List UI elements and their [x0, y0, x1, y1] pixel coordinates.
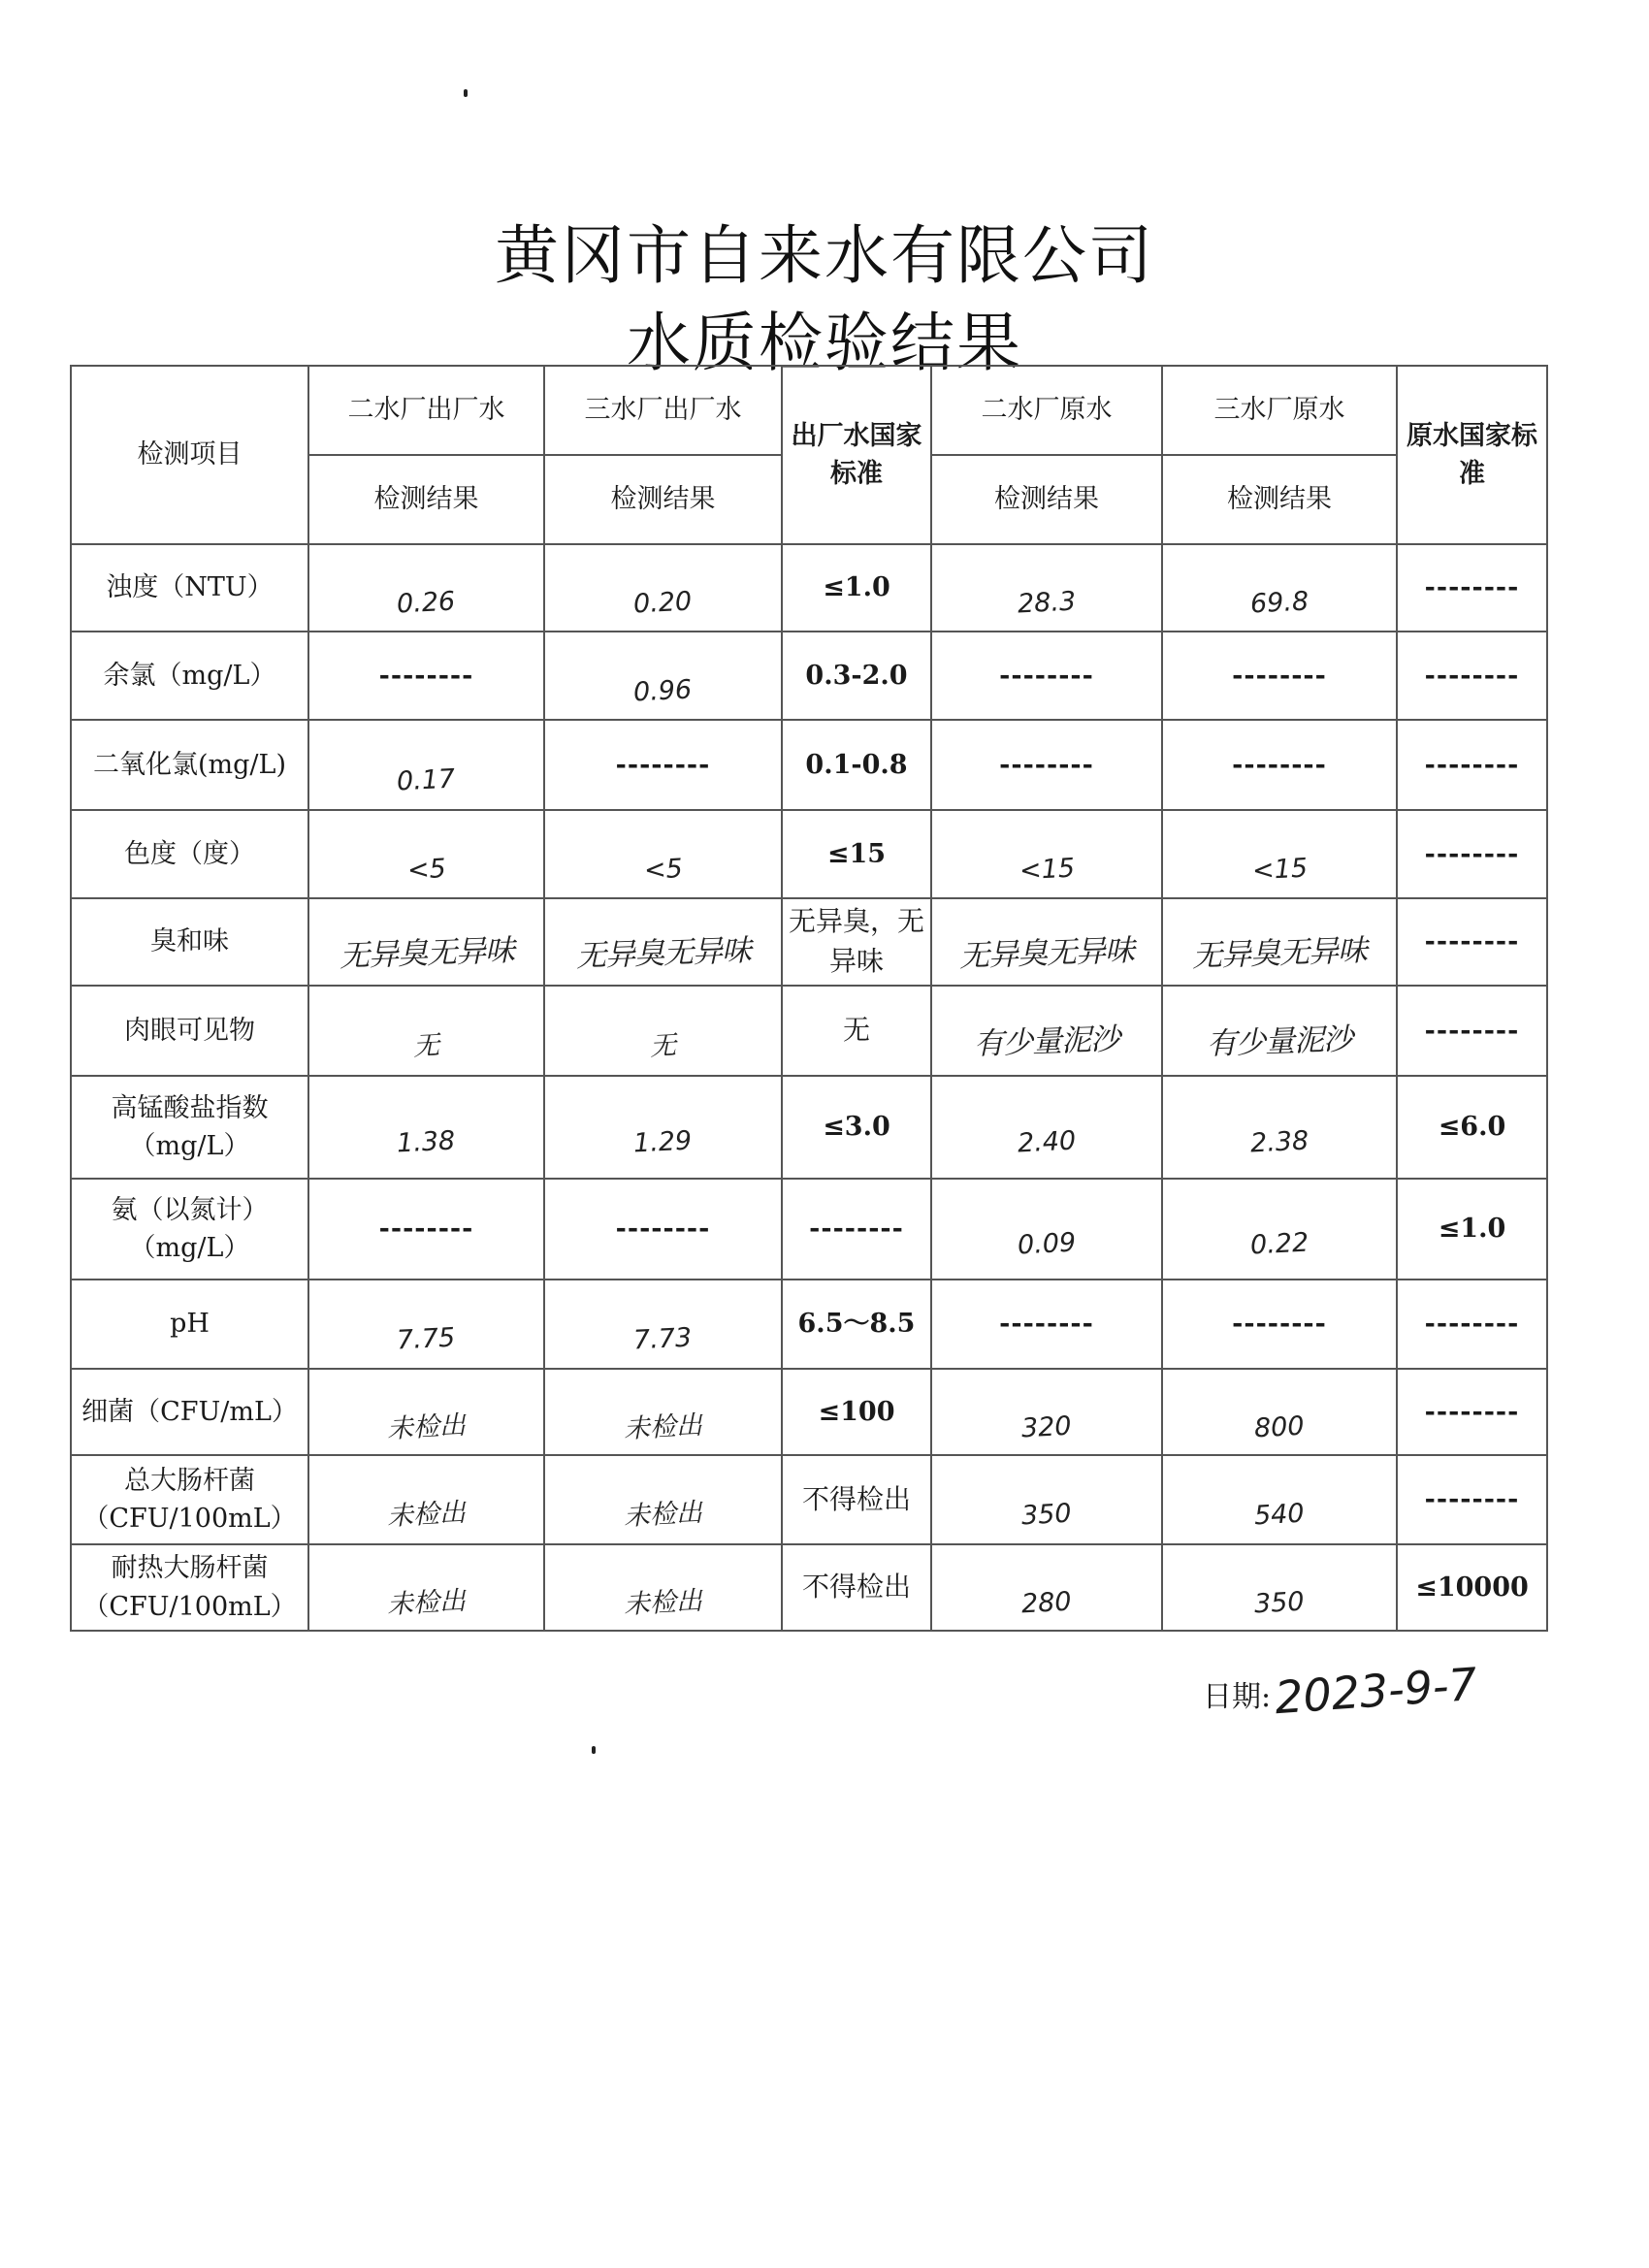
- raw-standard-value: --------: [1397, 1369, 1547, 1455]
- row-item-label: 浊度（NTU）: [71, 544, 308, 632]
- raw-standard-value: --------: [1397, 986, 1547, 1076]
- handwritten-entry: <5: [405, 853, 447, 886]
- row-item-label: 总大肠杆菌（CFU/100mL）: [71, 1455, 308, 1544]
- header-result: 检测结果: [931, 455, 1162, 544]
- handwritten-entry: 800: [1253, 1410, 1306, 1444]
- header-item: 检测项目: [71, 366, 308, 544]
- handwritten-entry: 1.38: [396, 1125, 457, 1159]
- plant3-finished-value: --------: [544, 720, 782, 810]
- handwritten-entry: 320: [1020, 1410, 1073, 1444]
- results-table: [70, 365, 1548, 1632]
- table-row: [71, 898, 1547, 986]
- handwritten-entry: 7.75: [396, 1322, 457, 1356]
- handwritten-entry: 无异臭无异味: [1191, 932, 1368, 974]
- plant3-raw-value: [1162, 1455, 1397, 1544]
- table-row: [71, 1076, 1547, 1179]
- finished-standard-value: 6.5～8.5: [782, 1280, 931, 1369]
- plant2-raw-value: [931, 1179, 1162, 1280]
- document-subtitle: 水质检验结果: [627, 306, 1022, 380]
- raw-standard-value: --------: [1397, 720, 1547, 810]
- plant3-raw-value: --------: [1162, 720, 1397, 810]
- plant2-raw-value: --------: [931, 720, 1162, 810]
- plant3-finished-value: [544, 1076, 782, 1179]
- plant2-raw-value: --------: [931, 1280, 1162, 1369]
- plant2-finished-value: [308, 1455, 544, 1544]
- plant2-finished-value: [308, 720, 544, 810]
- plant2-raw-value: [931, 1076, 1162, 1179]
- handwritten-entry: 有少量泥沙: [973, 1021, 1120, 1062]
- finished-standard-value: ≤3.0: [782, 1076, 931, 1179]
- plant2-finished-value: [308, 986, 544, 1076]
- handwritten-entry: 未检出: [623, 1585, 703, 1621]
- handwritten-entry: 0.96: [632, 674, 694, 708]
- plant2-finished-value: --------: [308, 632, 544, 720]
- plant3-raw-value: [1162, 1369, 1397, 1455]
- plant3-finished-value: [544, 810, 782, 898]
- plant3-raw-value: [1162, 1076, 1397, 1179]
- table-row: [71, 1179, 1547, 1280]
- finished-standard-value: 无: [782, 986, 931, 1076]
- header-result: 检测结果: [1162, 455, 1397, 544]
- handwritten-entry: 无异臭无异味: [574, 932, 752, 974]
- handwritten-entry: 0.17: [396, 763, 457, 797]
- handwritten-entry: 1.29: [632, 1125, 694, 1159]
- table-row: [71, 986, 1547, 1076]
- header-plant2-finished: 二水厂出厂水: [308, 366, 544, 455]
- plant3-finished-value: [544, 986, 782, 1076]
- handwritten-entry: <5: [642, 853, 684, 886]
- handwritten-entry: 28.3: [1017, 586, 1077, 620]
- plant2-raw-value: [931, 544, 1162, 632]
- handwritten-entry: 69.8: [1249, 586, 1310, 620]
- plant3-finished-value: [544, 1455, 782, 1544]
- handwritten-entry: 未检出: [386, 1409, 467, 1445]
- finished-standard-value: ≤15: [782, 810, 931, 898]
- handwritten-entry: 无异臭无异味: [338, 932, 515, 974]
- plant2-raw-value: --------: [931, 632, 1162, 720]
- date-value: 2023-9-7: [1273, 1657, 1479, 1725]
- plant2-raw-value: [931, 986, 1162, 1076]
- handwritten-entry: 未检出: [386, 1498, 467, 1533]
- handwritten-entry: <15: [1018, 853, 1076, 887]
- row-item-label: 细菌（CFU/mL）: [71, 1369, 308, 1455]
- scan-speck: [592, 1746, 596, 1754]
- finished-standard-value: ≤1.0: [782, 544, 931, 632]
- row-item-label: 色度（度）: [71, 810, 308, 898]
- handwritten-entry: 540: [1253, 1499, 1306, 1532]
- plant2-raw-value: [931, 898, 1162, 986]
- finished-standard-value: 不得检出: [782, 1544, 931, 1631]
- raw-standard-value: --------: [1397, 544, 1547, 632]
- header-finished-standard: 出厂水国家标准: [782, 366, 931, 544]
- plant2-finished-value: --------: [308, 1179, 544, 1280]
- handwritten-entry: 未检出: [386, 1585, 467, 1621]
- plant3-finished-value: [544, 1544, 782, 1631]
- table-row: [71, 1369, 1547, 1455]
- plant3-finished-value: [544, 544, 782, 632]
- plant3-raw-value: [1162, 1544, 1397, 1631]
- plant2-finished-value: [308, 1369, 544, 1455]
- handwritten-entry: 2.40: [1017, 1125, 1077, 1159]
- handwritten-entry: <15: [1250, 853, 1309, 887]
- document-title: 黄冈市自来水有限公司: [495, 218, 1154, 293]
- finished-standard-value: --------: [782, 1179, 931, 1280]
- plant2-raw-value: [931, 810, 1162, 898]
- handwritten-entry: 350: [1253, 1586, 1306, 1620]
- table-row: [71, 1280, 1547, 1369]
- plant3-raw-value: [1162, 986, 1397, 1076]
- raw-standard-value: --------: [1397, 898, 1547, 986]
- handwritten-entry: 未检出: [623, 1498, 703, 1533]
- plant3-finished-value: [544, 1369, 782, 1455]
- row-item-label: 耐热大肠杆菌（CFU/100mL）: [71, 1544, 308, 1631]
- finished-standard-value: 无异臭，无异味: [782, 898, 931, 986]
- handwritten-entry: 无异臭无异味: [958, 932, 1135, 974]
- raw-standard-value: --------: [1397, 1455, 1547, 1544]
- handwritten-entry: 未检出: [623, 1409, 703, 1445]
- finished-standard-value: ≤100: [782, 1369, 931, 1455]
- handwritten-entry: 0.26: [396, 586, 457, 620]
- plant3-raw-value: [1162, 810, 1397, 898]
- plant3-raw-value: --------: [1162, 1280, 1397, 1369]
- table-row: [71, 544, 1547, 632]
- row-item-label: 高锰酸盐指数（mg/L）: [71, 1076, 308, 1179]
- handwritten-entry: 0.20: [632, 586, 694, 620]
- plant2-finished-value: [308, 810, 544, 898]
- row-item-label: 臭和味: [71, 898, 308, 986]
- raw-standard-value: ≤6.0: [1397, 1076, 1547, 1179]
- plant3-raw-value: [1162, 898, 1397, 986]
- table-row: [71, 720, 1547, 810]
- plant2-finished-value: [308, 1544, 544, 1631]
- header-raw-standard: 原水国家标准: [1397, 366, 1547, 544]
- table-row: [71, 810, 1547, 898]
- handwritten-entry: 有少量泥沙: [1206, 1021, 1353, 1062]
- handwritten-entry: 350: [1020, 1499, 1073, 1532]
- row-item-label: 余氯（mg/L）: [71, 632, 308, 720]
- handwritten-entry: 280: [1020, 1586, 1073, 1620]
- header-plant3-finished: 三水厂出厂水: [544, 366, 782, 455]
- raw-standard-value: --------: [1397, 1280, 1547, 1369]
- plant3-finished-value: [544, 898, 782, 986]
- raw-standard-value: ≤1.0: [1397, 1179, 1547, 1280]
- header-result: 检测结果: [544, 455, 782, 544]
- handwritten-entry: 7.73: [632, 1322, 694, 1356]
- finished-standard-value: 不得检出: [782, 1455, 931, 1544]
- handwritten-entry: 0.09: [1017, 1227, 1077, 1261]
- plant3-finished-value: [544, 1280, 782, 1369]
- handwritten-entry: 0.22: [1249, 1227, 1310, 1261]
- plant2-finished-value: [308, 1076, 544, 1179]
- raw-standard-value: --------: [1397, 632, 1547, 720]
- scan-speck: [464, 89, 468, 97]
- row-item-label: 二氧化氯(mg/L): [71, 720, 308, 810]
- header-plant3-raw: 三水厂原水: [1162, 366, 1397, 455]
- handwritten-entry: 无: [649, 1030, 677, 1062]
- handwritten-entry: 2.38: [1249, 1125, 1310, 1159]
- table-row: [71, 1455, 1547, 1544]
- plant3-finished-value: [544, 632, 782, 720]
- row-item-label: 氨（以氮计）（mg/L）: [71, 1179, 308, 1280]
- raw-standard-value: ≤10000: [1397, 1544, 1547, 1631]
- plant2-finished-value: [308, 1280, 544, 1369]
- row-item-label: 肉眼可见物: [71, 986, 308, 1076]
- finished-standard-value: 0.1-0.8: [782, 720, 931, 810]
- handwritten-entry: 无: [412, 1030, 440, 1062]
- plant3-raw-value: --------: [1162, 632, 1397, 720]
- plant2-raw-value: [931, 1544, 1162, 1631]
- header-result: 检测结果: [308, 455, 544, 544]
- plant2-finished-value: [308, 544, 544, 632]
- plant3-raw-value: [1162, 544, 1397, 632]
- finished-standard-value: 0.3-2.0: [782, 632, 931, 720]
- plant3-finished-value: --------: [544, 1179, 782, 1280]
- plant2-raw-value: [931, 1455, 1162, 1544]
- date-line: [1203, 1657, 1479, 1725]
- plant3-raw-value: [1162, 1179, 1397, 1280]
- header-plant2-raw: 二水厂原水: [931, 366, 1162, 455]
- table-row: [71, 632, 1547, 720]
- date-label: 日期:: [1203, 1680, 1272, 1714]
- plant2-finished-value: [308, 898, 544, 986]
- table-row: [71, 1544, 1547, 1631]
- row-item-label: pH: [71, 1280, 308, 1369]
- plant2-raw-value: [931, 1369, 1162, 1455]
- raw-standard-value: --------: [1397, 810, 1547, 898]
